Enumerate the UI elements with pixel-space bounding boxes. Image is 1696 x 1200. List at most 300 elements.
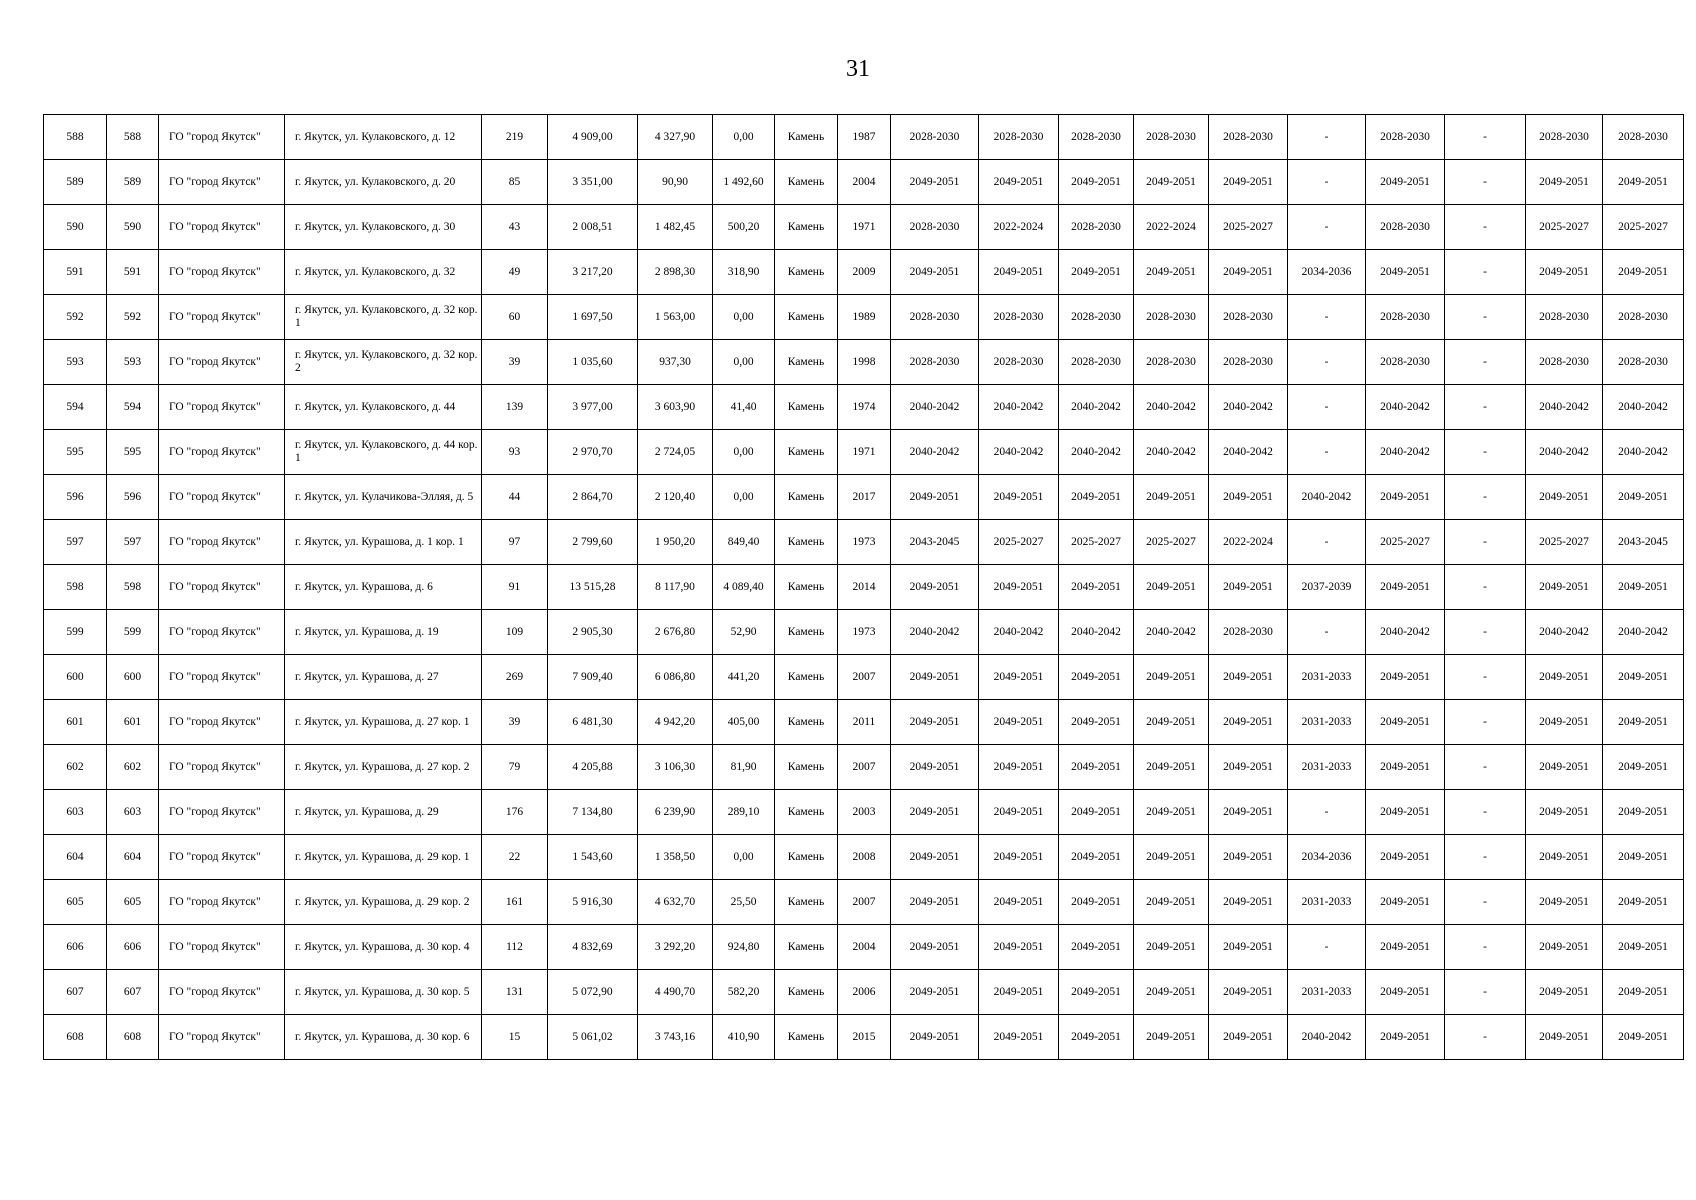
registry-number-cell: 607: [107, 970, 159, 1015]
period-cell: 2049-2051: [1059, 925, 1134, 970]
wall-material-cell: Камень: [775, 880, 838, 925]
period-cell: 2049-2051: [1366, 835, 1445, 880]
period-cell: 2049-2051: [891, 790, 979, 835]
total-area-cell: 5 916,30: [548, 880, 638, 925]
row-number-cell: 588: [44, 115, 107, 160]
period-cell: 2049-2051: [1603, 250, 1684, 295]
period-cell: 2049-2051: [891, 1015, 979, 1060]
period-cell: 2049-2051: [1209, 700, 1288, 745]
period-cell: -: [1445, 745, 1526, 790]
period-cell: 2049-2051: [1526, 700, 1603, 745]
table-body: [44, 115, 1684, 1060]
period-cell: 2028-2030: [1059, 115, 1134, 160]
period-cell: 2028-2030: [1366, 340, 1445, 385]
period-cell: 2049-2051: [1059, 160, 1134, 205]
table-row: [44, 565, 1684, 610]
period-cell: 2028-2030: [1603, 340, 1684, 385]
row-number-cell: 605: [44, 880, 107, 925]
period-cell: 2049-2051: [1603, 565, 1684, 610]
period-cell: 2040-2042: [1603, 430, 1684, 475]
wall-material-cell: Камень: [775, 250, 838, 295]
period-cell: 2049-2051: [1366, 1015, 1445, 1060]
wall-material-cell: Камень: [775, 340, 838, 385]
nonresidential-area-cell: 0,00: [713, 430, 775, 475]
wall-material-cell: Камень: [775, 700, 838, 745]
period-cell: 2028-2030: [1603, 295, 1684, 340]
period-cell: -: [1445, 295, 1526, 340]
wall-material-cell: Камень: [775, 745, 838, 790]
table-row: [44, 430, 1684, 475]
period-cell: 2028-2030: [891, 295, 979, 340]
residents-cell: 44: [482, 475, 548, 520]
nonresidential-area-cell: 924,80: [713, 925, 775, 970]
period-cell: 2049-2051: [1059, 700, 1134, 745]
residents-cell: 93: [482, 430, 548, 475]
table-row: [44, 160, 1684, 205]
period-cell: 2040-2042: [1209, 385, 1288, 430]
period-cell: 2049-2051: [1134, 700, 1209, 745]
period-cell: 2049-2051: [979, 250, 1059, 295]
table-row: [44, 790, 1684, 835]
municipality-cell: ГО "город Якутск": [159, 565, 285, 610]
period-cell: 2049-2051: [1059, 250, 1134, 295]
period-cell: 2040-2042: [1526, 430, 1603, 475]
period-cell: -: [1445, 700, 1526, 745]
residential-area-cell: 4 327,90: [638, 115, 713, 160]
residents-cell: 219: [482, 115, 548, 160]
period-cell: -: [1445, 1015, 1526, 1060]
period-cell: 2049-2051: [1059, 745, 1134, 790]
build-year-cell: 1974: [838, 385, 891, 430]
nonresidential-area-cell: 289,10: [713, 790, 775, 835]
row-number-cell: 598: [44, 565, 107, 610]
period-cell: 2049-2051: [1603, 1015, 1684, 1060]
period-cell: 2028-2030: [891, 340, 979, 385]
row-number-cell: 589: [44, 160, 107, 205]
build-year-cell: 2004: [838, 160, 891, 205]
period-cell: 2049-2051: [1134, 565, 1209, 610]
registry-number-cell: 595: [107, 430, 159, 475]
period-cell: -: [1288, 385, 1366, 430]
municipality-cell: ГО "город Якутск": [159, 880, 285, 925]
period-cell: 2040-2042: [1603, 610, 1684, 655]
period-cell: 2049-2051: [979, 880, 1059, 925]
period-cell: 2028-2030: [979, 340, 1059, 385]
address-cell: г. Якутск, ул. Кулачикова-Элляя, д. 5: [285, 475, 482, 520]
period-cell: 2040-2042: [1288, 475, 1366, 520]
residents-cell: 269: [482, 655, 548, 700]
period-cell: 2049-2051: [1366, 745, 1445, 790]
address-cell: г. Якутск, ул. Курашова, д. 27: [285, 655, 482, 700]
period-cell: 2049-2051: [1526, 745, 1603, 790]
period-cell: 2049-2051: [1603, 790, 1684, 835]
period-cell: 2028-2030: [891, 115, 979, 160]
build-year-cell: 2004: [838, 925, 891, 970]
table-row: [44, 250, 1684, 295]
nonresidential-area-cell: 4 089,40: [713, 565, 775, 610]
period-cell: -: [1288, 430, 1366, 475]
period-cell: 2025-2027: [1526, 205, 1603, 250]
address-cell: г. Якутск, ул. Курашова, д. 29: [285, 790, 482, 835]
build-year-cell: 1989: [838, 295, 891, 340]
period-cell: -: [1445, 610, 1526, 655]
nonresidential-area-cell: 500,20: [713, 205, 775, 250]
total-area-cell: 5 061,02: [548, 1015, 638, 1060]
wall-material-cell: Камень: [775, 1015, 838, 1060]
period-cell: 2028-2030: [1366, 205, 1445, 250]
row-number-cell: 604: [44, 835, 107, 880]
build-year-cell: 2006: [838, 970, 891, 1015]
period-cell: 2049-2051: [1366, 160, 1445, 205]
wall-material-cell: Камень: [775, 970, 838, 1015]
municipality-cell: ГО "город Якутск": [159, 970, 285, 1015]
registry-number-cell: 602: [107, 745, 159, 790]
period-cell: -: [1288, 520, 1366, 565]
table-row: [44, 205, 1684, 250]
period-cell: 2043-2045: [1603, 520, 1684, 565]
build-year-cell: 2003: [838, 790, 891, 835]
residents-cell: 43: [482, 205, 548, 250]
residents-cell: 161: [482, 880, 548, 925]
residential-area-cell: 3 292,20: [638, 925, 713, 970]
residential-area-cell: 4 942,20: [638, 700, 713, 745]
period-cell: 2049-2051: [1366, 925, 1445, 970]
period-cell: 2049-2051: [1134, 790, 1209, 835]
municipality-cell: ГО "город Якутск": [159, 115, 285, 160]
residents-cell: 109: [482, 610, 548, 655]
wall-material-cell: Камень: [775, 925, 838, 970]
table-row: [44, 475, 1684, 520]
address-cell: г. Якутск, ул. Кулаковского, д. 20: [285, 160, 482, 205]
period-cell: 2049-2051: [1526, 835, 1603, 880]
residential-area-cell: 3 106,30: [638, 745, 713, 790]
residential-area-cell: 6 239,90: [638, 790, 713, 835]
build-year-cell: 2015: [838, 1015, 891, 1060]
row-number-cell: 597: [44, 520, 107, 565]
period-cell: 2049-2051: [1526, 790, 1603, 835]
build-year-cell: 2007: [838, 745, 891, 790]
residents-cell: 79: [482, 745, 548, 790]
period-cell: 2049-2051: [1134, 250, 1209, 295]
period-cell: 2040-2042: [1134, 610, 1209, 655]
table-row: [44, 835, 1684, 880]
build-year-cell: 2008: [838, 835, 891, 880]
period-cell: 2049-2051: [979, 475, 1059, 520]
residents-cell: 39: [482, 700, 548, 745]
residential-area-cell: 90,90: [638, 160, 713, 205]
residents-cell: 22: [482, 835, 548, 880]
registry-number-cell: 598: [107, 565, 159, 610]
period-cell: -: [1445, 385, 1526, 430]
registry-number-cell: 604: [107, 835, 159, 880]
total-area-cell: 2 799,60: [548, 520, 638, 565]
row-number-cell: 594: [44, 385, 107, 430]
period-cell: 2049-2051: [891, 745, 979, 790]
period-cell: 2049-2051: [1209, 790, 1288, 835]
wall-material-cell: Камень: [775, 115, 838, 160]
registry-number-cell: 597: [107, 520, 159, 565]
period-cell: 2049-2051: [1526, 1015, 1603, 1060]
nonresidential-area-cell: 0,00: [713, 115, 775, 160]
nonresidential-area-cell: 25,50: [713, 880, 775, 925]
wall-material-cell: Камень: [775, 475, 838, 520]
nonresidential-area-cell: 0,00: [713, 340, 775, 385]
period-cell: 2049-2051: [1059, 655, 1134, 700]
period-cell: 2040-2042: [1366, 610, 1445, 655]
nonresidential-area-cell: 849,40: [713, 520, 775, 565]
period-cell: 2040-2042: [1526, 385, 1603, 430]
residential-area-cell: 2 676,80: [638, 610, 713, 655]
residents-cell: 60: [482, 295, 548, 340]
build-year-cell: 2007: [838, 880, 891, 925]
registry-number-cell: 596: [107, 475, 159, 520]
table-row: [44, 970, 1684, 1015]
municipality-cell: ГО "город Якутск": [159, 385, 285, 430]
period-cell: 2028-2030: [1209, 340, 1288, 385]
total-area-cell: 5 072,90: [548, 970, 638, 1015]
nonresidential-area-cell: 582,20: [713, 970, 775, 1015]
period-cell: 2049-2051: [979, 790, 1059, 835]
address-cell: г. Якутск, ул. Курашова, д. 29 кор. 2: [285, 880, 482, 925]
table-row: [44, 925, 1684, 970]
period-cell: 2049-2051: [1526, 160, 1603, 205]
residential-area-cell: 1 950,20: [638, 520, 713, 565]
build-year-cell: 1987: [838, 115, 891, 160]
total-area-cell: 3 351,00: [548, 160, 638, 205]
period-cell: 2049-2051: [1209, 250, 1288, 295]
registry-number-cell: 606: [107, 925, 159, 970]
period-cell: 2028-2030: [1526, 340, 1603, 385]
residential-area-cell: 4 490,70: [638, 970, 713, 1015]
total-area-cell: 2 008,51: [548, 205, 638, 250]
table-row: [44, 655, 1684, 700]
period-cell: 2040-2042: [979, 430, 1059, 475]
municipality-cell: ГО "город Якутск": [159, 925, 285, 970]
period-cell: 2049-2051: [1134, 475, 1209, 520]
period-cell: 2049-2051: [1603, 655, 1684, 700]
registry-number-cell: 594: [107, 385, 159, 430]
period-cell: 2028-2030: [1366, 295, 1445, 340]
period-cell: 2040-2042: [891, 385, 979, 430]
row-number-cell: 599: [44, 610, 107, 655]
period-cell: -: [1445, 160, 1526, 205]
total-area-cell: 1 035,60: [548, 340, 638, 385]
table-row: [44, 295, 1684, 340]
address-cell: г. Якутск, ул. Курашова, д. 30 кор. 5: [285, 970, 482, 1015]
nonresidential-area-cell: 0,00: [713, 475, 775, 520]
period-cell: 2049-2051: [1209, 835, 1288, 880]
residents-cell: 131: [482, 970, 548, 1015]
period-cell: -: [1288, 160, 1366, 205]
period-cell: 2049-2051: [1526, 475, 1603, 520]
period-cell: 2049-2051: [1059, 1015, 1134, 1060]
total-area-cell: 3 977,00: [548, 385, 638, 430]
residents-cell: 85: [482, 160, 548, 205]
period-cell: 2040-2042: [1059, 610, 1134, 655]
period-cell: 2049-2051: [979, 160, 1059, 205]
municipality-cell: ГО "город Якутск": [159, 835, 285, 880]
registry-number-cell: 608: [107, 1015, 159, 1060]
nonresidential-area-cell: 405,00: [713, 700, 775, 745]
period-cell: 2040-2042: [1603, 385, 1684, 430]
period-cell: 2049-2051: [1134, 880, 1209, 925]
period-cell: 2031-2033: [1288, 970, 1366, 1015]
period-cell: -: [1445, 880, 1526, 925]
period-cell: 2040-2042: [1366, 430, 1445, 475]
period-cell: 2049-2051: [1209, 655, 1288, 700]
period-cell: 2049-2051: [979, 745, 1059, 790]
period-cell: 2028-2030: [1603, 115, 1684, 160]
period-cell: 2049-2051: [891, 700, 979, 745]
period-cell: -: [1445, 790, 1526, 835]
period-cell: 2049-2051: [1366, 880, 1445, 925]
period-cell: 2040-2042: [1059, 430, 1134, 475]
registry-number-cell: 601: [107, 700, 159, 745]
period-cell: 2028-2030: [1059, 295, 1134, 340]
registry-number-cell: 588: [107, 115, 159, 160]
period-cell: 2049-2051: [1366, 700, 1445, 745]
row-number-cell: 600: [44, 655, 107, 700]
wall-material-cell: Камень: [775, 385, 838, 430]
table-row: [44, 385, 1684, 430]
period-cell: 2049-2051: [1209, 475, 1288, 520]
period-cell: 2025-2027: [1209, 205, 1288, 250]
row-number-cell: 596: [44, 475, 107, 520]
total-area-cell: 3 217,20: [548, 250, 638, 295]
wall-material-cell: Камень: [775, 520, 838, 565]
nonresidential-area-cell: 441,20: [713, 655, 775, 700]
period-cell: 2049-2051: [1526, 925, 1603, 970]
residents-cell: 139: [482, 385, 548, 430]
municipality-cell: ГО "город Якутск": [159, 160, 285, 205]
municipality-cell: ГО "город Якутск": [159, 700, 285, 745]
page-number: 31: [846, 56, 870, 82]
row-number-cell: 608: [44, 1015, 107, 1060]
table-row: [44, 520, 1684, 565]
period-cell: 2049-2051: [1603, 835, 1684, 880]
build-year-cell: 1971: [838, 430, 891, 475]
period-cell: 2049-2051: [1134, 160, 1209, 205]
period-cell: 2028-2030: [979, 295, 1059, 340]
period-cell: 2025-2027: [1134, 520, 1209, 565]
total-area-cell: 2 864,70: [548, 475, 638, 520]
period-cell: 2040-2042: [1526, 610, 1603, 655]
period-cell: 2049-2051: [1134, 745, 1209, 790]
period-cell: 2049-2051: [1134, 835, 1209, 880]
period-cell: -: [1288, 295, 1366, 340]
nonresidential-area-cell: 0,00: [713, 295, 775, 340]
wall-material-cell: Камень: [775, 160, 838, 205]
period-cell: 2049-2051: [1059, 565, 1134, 610]
period-cell: 2025-2027: [1526, 520, 1603, 565]
address-cell: г. Якутск, ул. Кулаковского, д. 32 кор. 1: [285, 295, 482, 340]
period-cell: 2049-2051: [1366, 250, 1445, 295]
period-cell: 2049-2051: [1603, 745, 1684, 790]
row-number-cell: 601: [44, 700, 107, 745]
row-number-cell: 590: [44, 205, 107, 250]
period-cell: 2049-2051: [979, 655, 1059, 700]
period-cell: -: [1288, 610, 1366, 655]
period-cell: 2034-2036: [1288, 250, 1366, 295]
registry-number-cell: 591: [107, 250, 159, 295]
table-row: [44, 700, 1684, 745]
address-cell: г. Якутск, ул. Курашова, д. 27 кор. 1: [285, 700, 482, 745]
residential-area-cell: 2 898,30: [638, 250, 713, 295]
period-cell: 2028-2030: [1059, 205, 1134, 250]
period-cell: 2049-2051: [1209, 970, 1288, 1015]
address-cell: г. Якутск, ул. Кулаковского, д. 12: [285, 115, 482, 160]
period-cell: 2049-2051: [891, 565, 979, 610]
housing-repair-schedule-table: [43, 114, 1684, 1060]
period-cell: 2049-2051: [1603, 880, 1684, 925]
period-cell: 2049-2051: [1059, 880, 1134, 925]
address-cell: г. Якутск, ул. Кулаковского, д. 44 кор. 1: [285, 430, 482, 475]
period-cell: 2049-2051: [1603, 700, 1684, 745]
period-cell: 2049-2051: [891, 160, 979, 205]
period-cell: 2025-2027: [1603, 205, 1684, 250]
period-cell: 2049-2051: [979, 1015, 1059, 1060]
address-cell: г. Якутск, ул. Курашова, д. 19: [285, 610, 482, 655]
period-cell: 2022-2024: [1209, 520, 1288, 565]
build-year-cell: 2009: [838, 250, 891, 295]
table-row: [44, 610, 1684, 655]
municipality-cell: ГО "город Якутск": [159, 250, 285, 295]
wall-material-cell: Камень: [775, 790, 838, 835]
build-year-cell: 2007: [838, 655, 891, 700]
period-cell: 2049-2051: [1209, 565, 1288, 610]
residential-area-cell: 2 120,40: [638, 475, 713, 520]
build-year-cell: 1973: [838, 610, 891, 655]
municipality-cell: ГО "город Якутск": [159, 790, 285, 835]
period-cell: 2040-2042: [1059, 385, 1134, 430]
period-cell: 2031-2033: [1288, 655, 1366, 700]
registry-number-cell: 605: [107, 880, 159, 925]
period-cell: 2040-2042: [979, 385, 1059, 430]
period-cell: -: [1445, 520, 1526, 565]
registry-number-cell: 603: [107, 790, 159, 835]
municipality-cell: ГО "город Якутск": [159, 745, 285, 790]
period-cell: 2028-2030: [1209, 295, 1288, 340]
residents-cell: 112: [482, 925, 548, 970]
wall-material-cell: Камень: [775, 655, 838, 700]
period-cell: 2028-2030: [1134, 115, 1209, 160]
wall-material-cell: Камень: [775, 295, 838, 340]
row-number-cell: 607: [44, 970, 107, 1015]
row-number-cell: 595: [44, 430, 107, 475]
total-area-cell: 7 134,80: [548, 790, 638, 835]
build-year-cell: 2017: [838, 475, 891, 520]
period-cell: -: [1445, 115, 1526, 160]
period-cell: 2049-2051: [1134, 655, 1209, 700]
build-year-cell: 1973: [838, 520, 891, 565]
period-cell: 2028-2030: [1134, 295, 1209, 340]
wall-material-cell: Камень: [775, 835, 838, 880]
row-number-cell: 593: [44, 340, 107, 385]
nonresidential-area-cell: 318,90: [713, 250, 775, 295]
period-cell: 2049-2051: [891, 880, 979, 925]
residents-cell: 39: [482, 340, 548, 385]
municipality-cell: ГО "город Якутск": [159, 295, 285, 340]
period-cell: 2049-2051: [891, 250, 979, 295]
period-cell: 2049-2051: [1209, 1015, 1288, 1060]
residential-area-cell: 1 563,00: [638, 295, 713, 340]
nonresidential-area-cell: 81,90: [713, 745, 775, 790]
residents-cell: 91: [482, 565, 548, 610]
total-area-cell: 1 697,50: [548, 295, 638, 340]
period-cell: -: [1445, 205, 1526, 250]
period-cell: 2034-2036: [1288, 835, 1366, 880]
row-number-cell: 602: [44, 745, 107, 790]
